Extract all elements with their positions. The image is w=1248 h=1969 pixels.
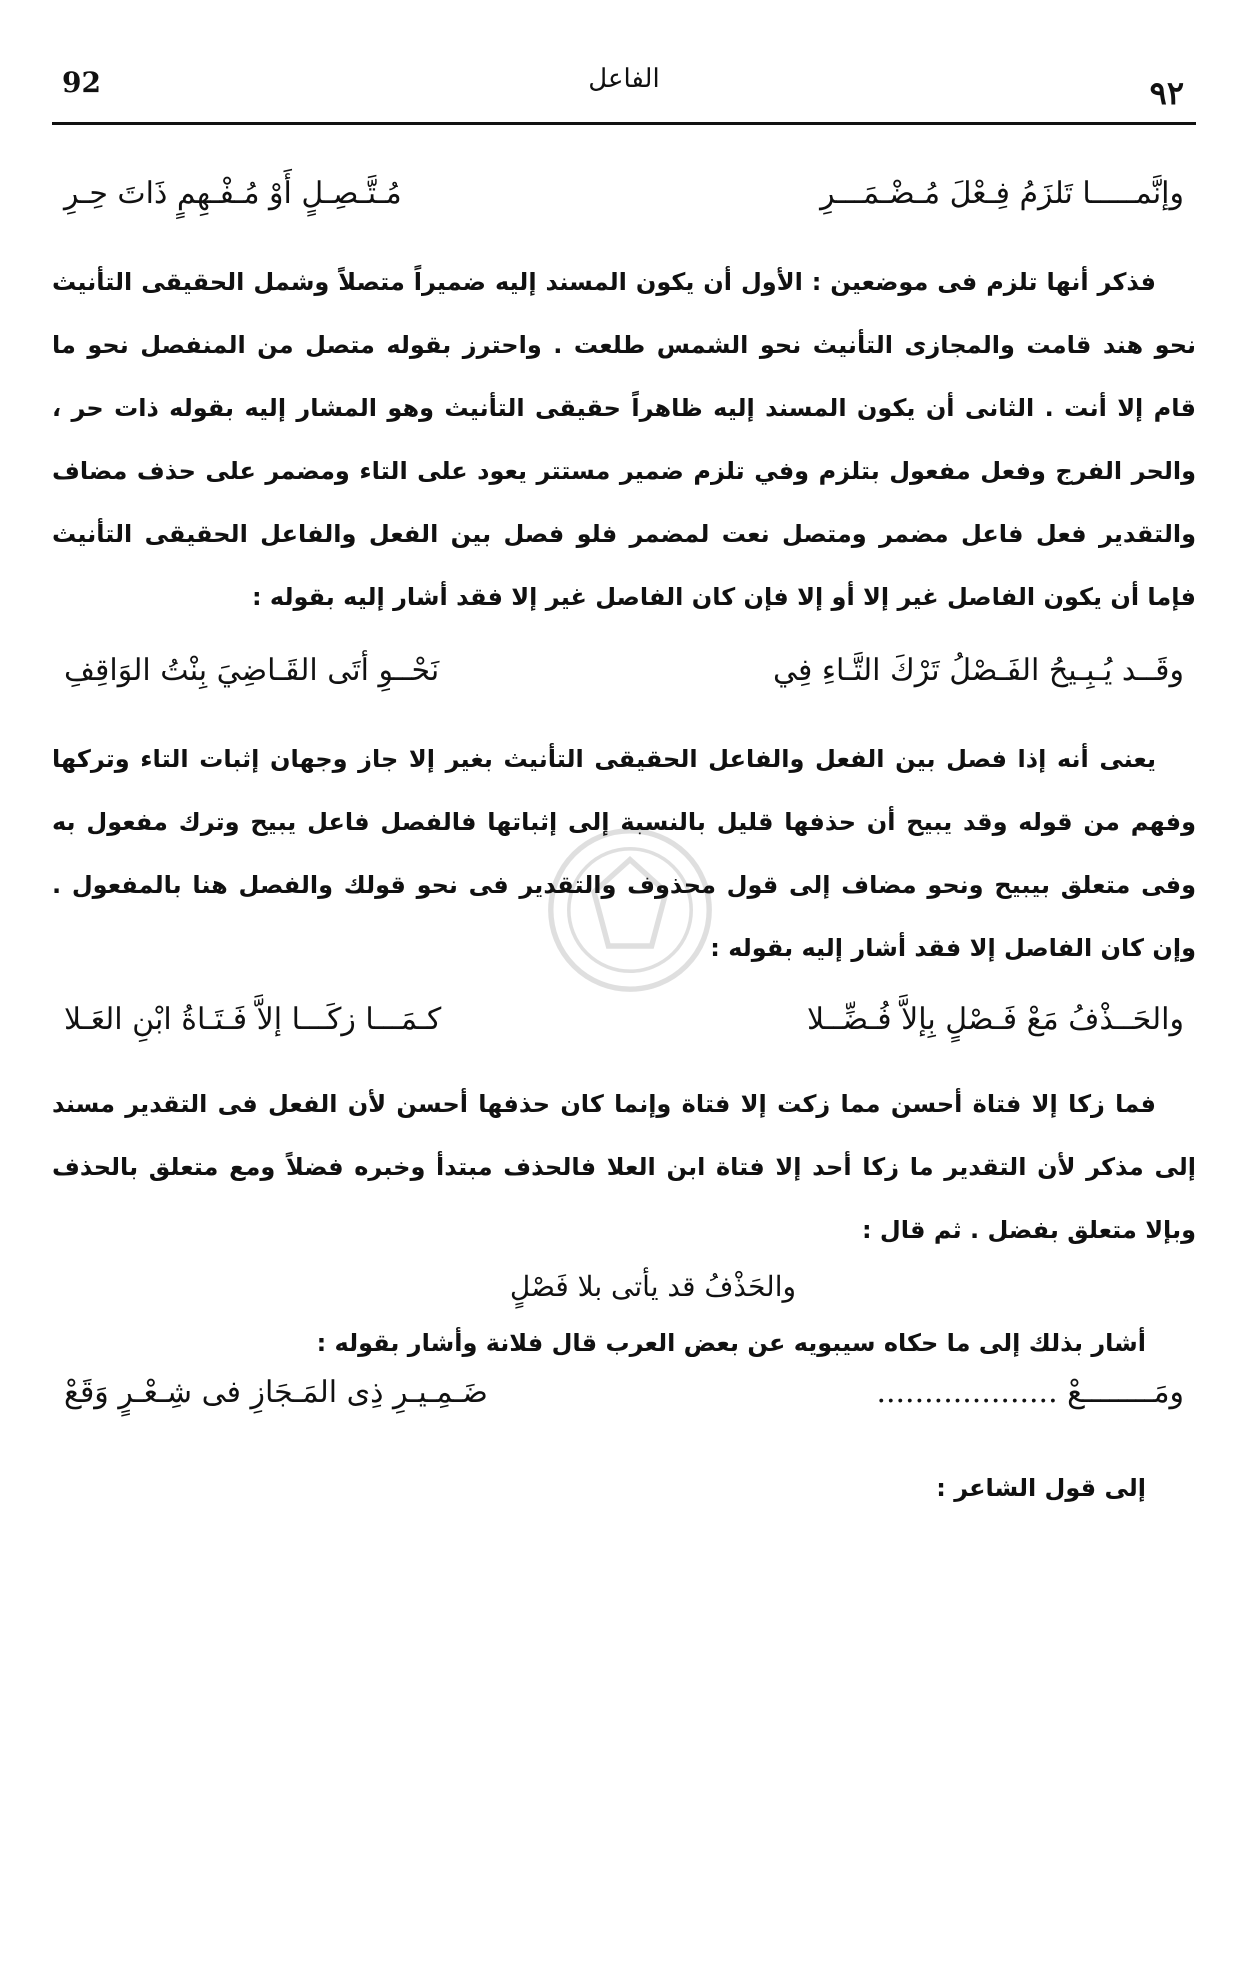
commentary-paragraph: فذكر أنها تلزم فى موضعين : الأول أن يكون المسند إليه ضميراً متصلاً وشمل الحقيقى التأنيث نحو هند قامت والمجازى التأنيث نحو الشمس طلعت . واحترز بقوله متصل من المنفصل نحو ما قام إلا أنت . الثانى أن يكون المسند إليه ظاهراً حقيقى التأنيث وهو المشار إليه بقوله ذات حر ، والحر الفرج وفعل مفعول بتلزم وفي تلزم ضمير مستتر يعود على التاء ومضمر على حذف مضاف والتقدير فعل فاعل مضمر ومتصل نعت لمضمر فلو فصل بين الفعل والفاعل الحقيقى التأنيث فإما أن يكون الفاصل غير إلا أو إلا فإن كان الفاصل غير إلا فقد أشار إليه بقوله : — [52, 268, 1196, 611]
verse-second-hemistich: ضَـمِـيـرِ ذِى المَـجَازِ فى شِـعْـرٍ وَقَعْ — [64, 1375, 488, 1410]
verse-line — [52, 1375, 1196, 1410]
page-number-arabic: ٩٢ — [1149, 74, 1184, 112]
page-content — [52, 160, 1196, 1502]
verse-first-hemistich: وقَــد يُـبِـيحُ الفَـصْلُ تَرْكَ التَّـاءِ فِي — [773, 653, 1184, 688]
running-title: الفاعل — [588, 64, 660, 94]
verse-line — [52, 1002, 1196, 1037]
verse-first-hemistich: والحَــذْفُ مَعْ فَـصْلٍ بِإلاَّ فُـضِّــلا — [806, 1002, 1184, 1037]
verse-first-hemistich: ومَــــــــعْ ................... — [876, 1375, 1184, 1410]
verse-first-hemistich: وإنَّمـــــا تَلزَمُ فِـعْلَ مُـضْـمَـــرِ — [820, 176, 1184, 211]
commentary-line: أشار بذلك إلى ما حكاه سيبويه عن بعض العرب قال فلانة وأشار بقوله : — [316, 1329, 1146, 1357]
commentary-line: إلى قول الشاعر : — [936, 1474, 1146, 1502]
verse-second-hemistich: مُـتَّـصِـلٍ أَوْ مُـفْـهِمٍ ذَاتَ حِـرِ — [64, 176, 402, 211]
page-number-latin: 92 — [62, 66, 101, 99]
commentary-paragraph: يعنى أنه إذا فصل بين الفعل والفاعل الحقيقى التأنيث بغير إلا جاز وجهان إثبات التاء وتركها وفهم من قوله وقد يبيح أن حذفها قليل بالنسبة إلى إثباتها فالفصل فاعل يبيح وترك مفعول به وفى متعلق بيبيح ونحو مضاف إلى قول محذوف والتقدير فى نحو قولك والفصل هنا بالمفعول . وإن كان الفاصل إلا فقد أشار إليه بقوله : — [52, 745, 1196, 962]
verse-second-hemistich: كـمَـــا زكَـــا إلاَّ فَـتَـاةُ ابْنِ العَـلا — [64, 1002, 442, 1037]
verse-fragment: والحَذْفُ قد يأتى بلا فَصْلٍ — [509, 1270, 796, 1303]
verse-second-hemistich: نَحْــوِ أتَى القَـاضِيَ بِنْتُ الوَاقِفِ — [64, 653, 440, 688]
verse-line — [52, 653, 1196, 688]
verse-line — [52, 176, 1196, 211]
commentary-paragraph: فما زكا إلا فتاة أحسن مما زكت إلا فتاة وإنما كان حذفها أحسن لأن الفعل فى التقدير مسند إلى مذكر لأن التقدير ما زكا أحد إلا فتاة ابن العلا فالحذف مبتدأ وخبره فضلاً ومع متعلق بالحذف وبإلا متعلق بفضل . ثم قال : — [52, 1090, 1196, 1244]
page-header — [52, 60, 1196, 125]
